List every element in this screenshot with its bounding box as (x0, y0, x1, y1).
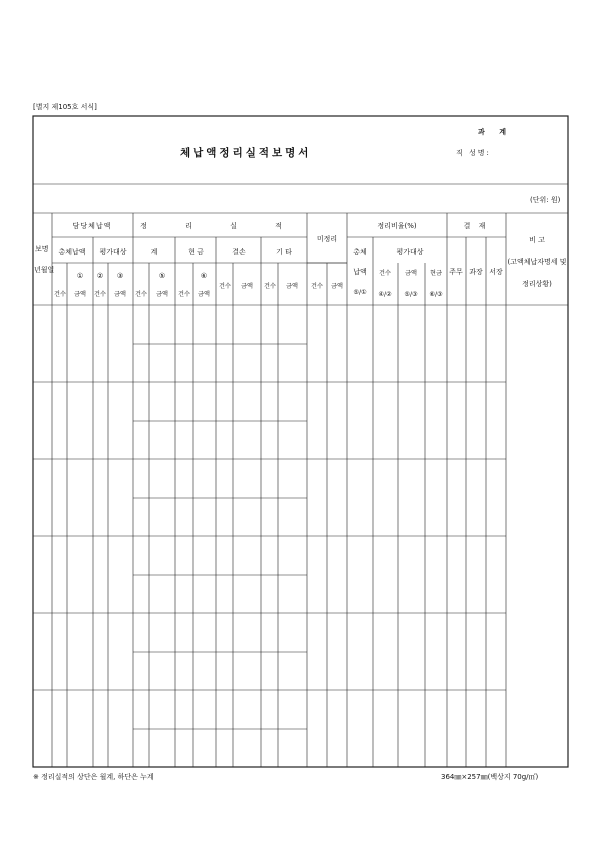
page-title: 체납액정리실적보명서 (180, 147, 312, 159)
count-header: 건수 (54, 291, 66, 298)
amount-header: 금액 (405, 270, 417, 277)
count-header: 건수 (135, 291, 147, 298)
header-section: 과장 (469, 268, 483, 276)
header-col3: ③ (116, 272, 124, 280)
amount-header: 금액 (156, 291, 168, 298)
amount-header: 금액 (198, 291, 210, 298)
header-sum: 계 (150, 248, 158, 256)
header-month-sub: 년월일 (34, 266, 55, 274)
header-month: 보명 (35, 245, 49, 253)
header-assigned: 담당체납액 (72, 222, 112, 230)
amount-header: 금액 (331, 283, 343, 290)
header-unresolved: 미정리 (316, 235, 338, 243)
count-header: 건수 (311, 283, 323, 290)
header-cash: 현 금 (188, 248, 204, 256)
header-etc: 기 타 (276, 248, 292, 256)
header-remarks3: 정리상황) (522, 280, 552, 288)
header-ratio-total: 총체 (353, 248, 367, 256)
header-col2: ② (96, 272, 104, 280)
formula-header: ⑤/① (353, 289, 367, 296)
cash-ratio-header: 현금 (430, 270, 442, 277)
header-col5: ⑤ (158, 272, 166, 280)
approval-heading: 과 계 (478, 128, 512, 136)
header-remarks2: (고액체납자명세 및 (507, 258, 567, 266)
amount-header: 금액 (74, 291, 86, 298)
formula-header: ⑤/③ (404, 291, 418, 298)
header-chief: 주무 (449, 268, 463, 276)
header-col1: ① (76, 272, 84, 280)
count-header: 건수 (94, 291, 106, 298)
header-ratio-eval: 평가대상 (396, 248, 424, 256)
header-approval: 결 재 (463, 222, 489, 230)
amount-header: 금액 (241, 283, 253, 290)
amount-header: 금액 (114, 291, 126, 298)
footer-note: ※ 정리실적의 상단은 월계, 하단은 누계 (33, 773, 154, 781)
amount-header: 금액 (286, 283, 298, 290)
header-eval-target: 평가대상 (99, 248, 127, 256)
formula-header: ⑥/③ (429, 291, 443, 298)
header-col6: ⑥ (200, 272, 208, 280)
approval-line: 직 성명: (456, 149, 491, 157)
unit-label: (단위: 원) (530, 196, 561, 204)
count-header: 건수 (264, 283, 276, 290)
footer-paper: 364㎜×257㎜(백상지 70g/㎡) (441, 773, 539, 781)
header-loss: 결손 (232, 248, 246, 256)
header-ratio: 정리비율(%) (377, 222, 417, 230)
count-header: 건수 (379, 270, 391, 277)
header-head: 서장 (489, 268, 503, 276)
count-header: 건수 (219, 283, 231, 290)
form-label: [별지 제105호 서식] (33, 103, 97, 111)
header-total-arrears: 총체납액 (58, 248, 86, 256)
header-remarks: 비 고 (529, 236, 545, 244)
formula-header: ④/② (378, 291, 392, 298)
header-ratio-total2: 납액 (353, 268, 367, 276)
header-results: 정 리 실 적 (140, 222, 300, 230)
count-header: 건수 (178, 291, 190, 298)
